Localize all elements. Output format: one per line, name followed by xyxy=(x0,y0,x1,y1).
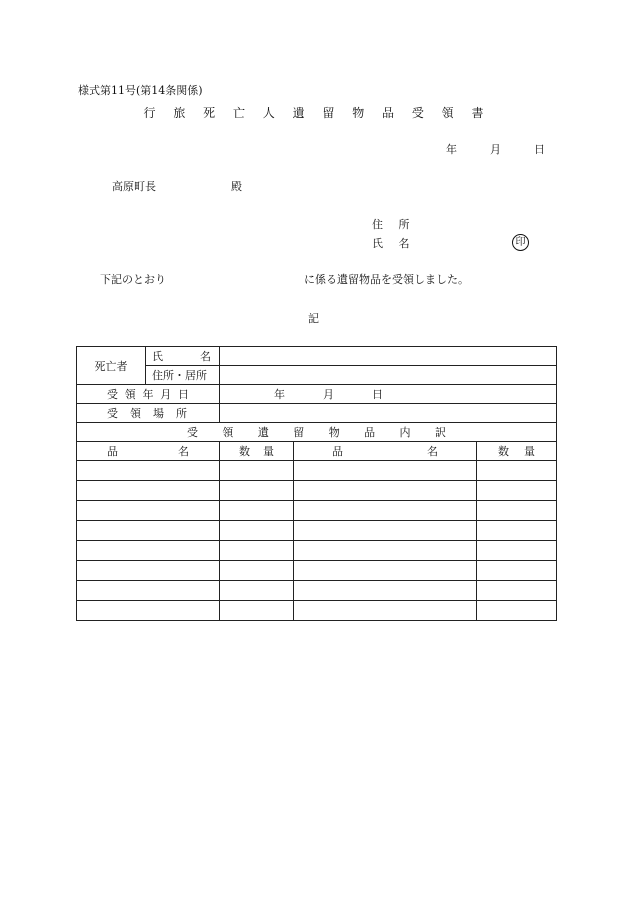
item-qty-right-cell xyxy=(477,521,557,541)
item-name-right-cell xyxy=(294,561,477,581)
item-qty-right-cell xyxy=(477,461,557,481)
col-qty-left xyxy=(220,442,294,461)
ki-heading: 記 xyxy=(308,312,319,325)
item-qty-right-cell xyxy=(477,601,557,621)
cq-left-char-2: 量 xyxy=(263,445,274,458)
bd-char-3: 遺 xyxy=(257,426,269,439)
item-qty-left-cell xyxy=(220,481,294,501)
item-qty-left-cell xyxy=(220,541,294,561)
body-text-pre: 下記のとおり xyxy=(100,273,166,286)
rp-char-4: 所 xyxy=(176,407,187,420)
item-name-left-cell xyxy=(77,521,220,541)
breakdown-label xyxy=(77,423,557,442)
item-name-right-cell xyxy=(294,601,477,621)
item-name-left-cell xyxy=(77,601,220,621)
rd-char-3: 年 xyxy=(142,388,154,401)
rp-char-1: 受 xyxy=(107,407,118,420)
item-columns-header xyxy=(77,442,557,461)
rd-char-1: 受 xyxy=(107,388,118,401)
item-name-right-cell xyxy=(294,581,477,601)
item-qty-left-cell xyxy=(220,601,294,621)
ci-left-char-1: 品 xyxy=(107,445,118,458)
item-row xyxy=(77,521,557,541)
cq-right-char-2: 量 xyxy=(524,445,536,458)
bd-char-4: 留 xyxy=(293,426,305,439)
bd-char-7: 内 xyxy=(399,426,411,439)
cq-left-char-1: 数 xyxy=(239,445,250,458)
rp-char-3: 場 xyxy=(153,407,164,420)
item-qty-right-cell xyxy=(477,501,557,521)
col-item-name-left xyxy=(77,442,220,461)
item-name-left-cell xyxy=(77,581,220,601)
received-date-label xyxy=(77,385,220,404)
item-qty-left-cell xyxy=(220,521,294,541)
item-row xyxy=(77,581,557,601)
item-name-left-cell xyxy=(77,461,220,481)
item-rows xyxy=(77,461,557,621)
date-line xyxy=(446,144,545,155)
ci-right-char-2: 名 xyxy=(427,445,438,458)
item-name-left-cell xyxy=(77,561,220,581)
item-row xyxy=(77,461,557,481)
item-name-right-cell xyxy=(294,461,477,481)
item-qty-right-cell xyxy=(477,481,557,501)
document-title: 行 旅 死 亡 人 遺 留 物 品 受 領 書 xyxy=(143,106,491,120)
deceased-residence-value xyxy=(220,366,557,385)
item-name-right-cell xyxy=(294,541,477,561)
item-row xyxy=(77,561,557,581)
item-qty-left-cell xyxy=(220,501,294,521)
deceased-residence-row xyxy=(77,366,557,385)
item-name-left-cell xyxy=(77,501,220,521)
item-qty-right-cell xyxy=(477,541,557,561)
item-qty-left-cell xyxy=(220,561,294,581)
residence-field-label: 住所・居所 xyxy=(146,366,220,385)
bd-char-6: 品 xyxy=(364,426,376,439)
bd-char-2: 領 xyxy=(222,426,234,439)
item-qty-left-cell xyxy=(220,461,294,481)
seal-mark: 印 xyxy=(512,234,529,251)
form-number: 様式第11号(第14条関係) xyxy=(78,84,203,97)
received-place-value xyxy=(220,404,557,423)
item-name-left-cell xyxy=(77,481,220,501)
item-qty-right-cell xyxy=(477,581,557,601)
ci-right-char-1: 品 xyxy=(332,445,343,458)
received-place-row xyxy=(77,404,557,423)
receipt-table xyxy=(76,346,557,621)
name-char-1: 氏 xyxy=(152,350,163,363)
rd-unit-month: 月 xyxy=(323,388,334,401)
item-name-right-cell xyxy=(294,521,477,541)
name-field-label xyxy=(146,347,220,366)
item-name-left-cell xyxy=(77,541,220,561)
addressee-suffix: 殿 xyxy=(231,180,242,193)
name-char-2: 名 xyxy=(200,350,211,363)
cq-right-char-1: 数 xyxy=(498,445,509,458)
item-name-right-cell xyxy=(294,481,477,501)
bd-char-1: 受 xyxy=(187,426,198,439)
breakdown-header-row xyxy=(77,423,557,442)
item-name-right-cell xyxy=(294,501,477,521)
received-date-value xyxy=(220,385,557,404)
rd-char-4: 月 xyxy=(160,388,172,401)
addressee-name: 高原町長 xyxy=(112,180,156,193)
date-year: 年 xyxy=(446,143,457,156)
deceased-name-value xyxy=(220,347,557,366)
deceased-label: 死亡者 xyxy=(77,347,146,385)
col-qty-right xyxy=(477,442,557,461)
body-text-post: に係る遺留物品を受領しました。 xyxy=(304,273,469,286)
received-date-row xyxy=(77,385,557,404)
bd-char-8: 訳 xyxy=(434,426,446,439)
bd-char-5: 物 xyxy=(328,426,340,439)
col-item-name-right xyxy=(294,442,477,461)
address-label: 住 所 xyxy=(372,218,416,231)
deceased-name-row xyxy=(77,347,557,366)
rp-char-2: 領 xyxy=(130,407,141,420)
name-label: 氏 名 xyxy=(372,237,416,250)
item-qty-left-cell xyxy=(220,581,294,601)
item-row xyxy=(77,501,557,521)
rd-unit-year: 年 xyxy=(274,388,285,401)
item-row xyxy=(77,541,557,561)
date-day: 日 xyxy=(534,143,545,156)
date-month: 月 xyxy=(490,143,501,156)
item-row xyxy=(77,601,557,621)
item-qty-right-cell xyxy=(477,561,557,581)
received-place-label xyxy=(77,404,220,423)
ci-left-char-2: 名 xyxy=(178,445,189,458)
rd-char-2: 領 xyxy=(124,388,136,401)
item-row xyxy=(77,481,557,501)
rd-unit-day: 日 xyxy=(372,388,383,401)
rd-char-5: 日 xyxy=(178,388,189,401)
